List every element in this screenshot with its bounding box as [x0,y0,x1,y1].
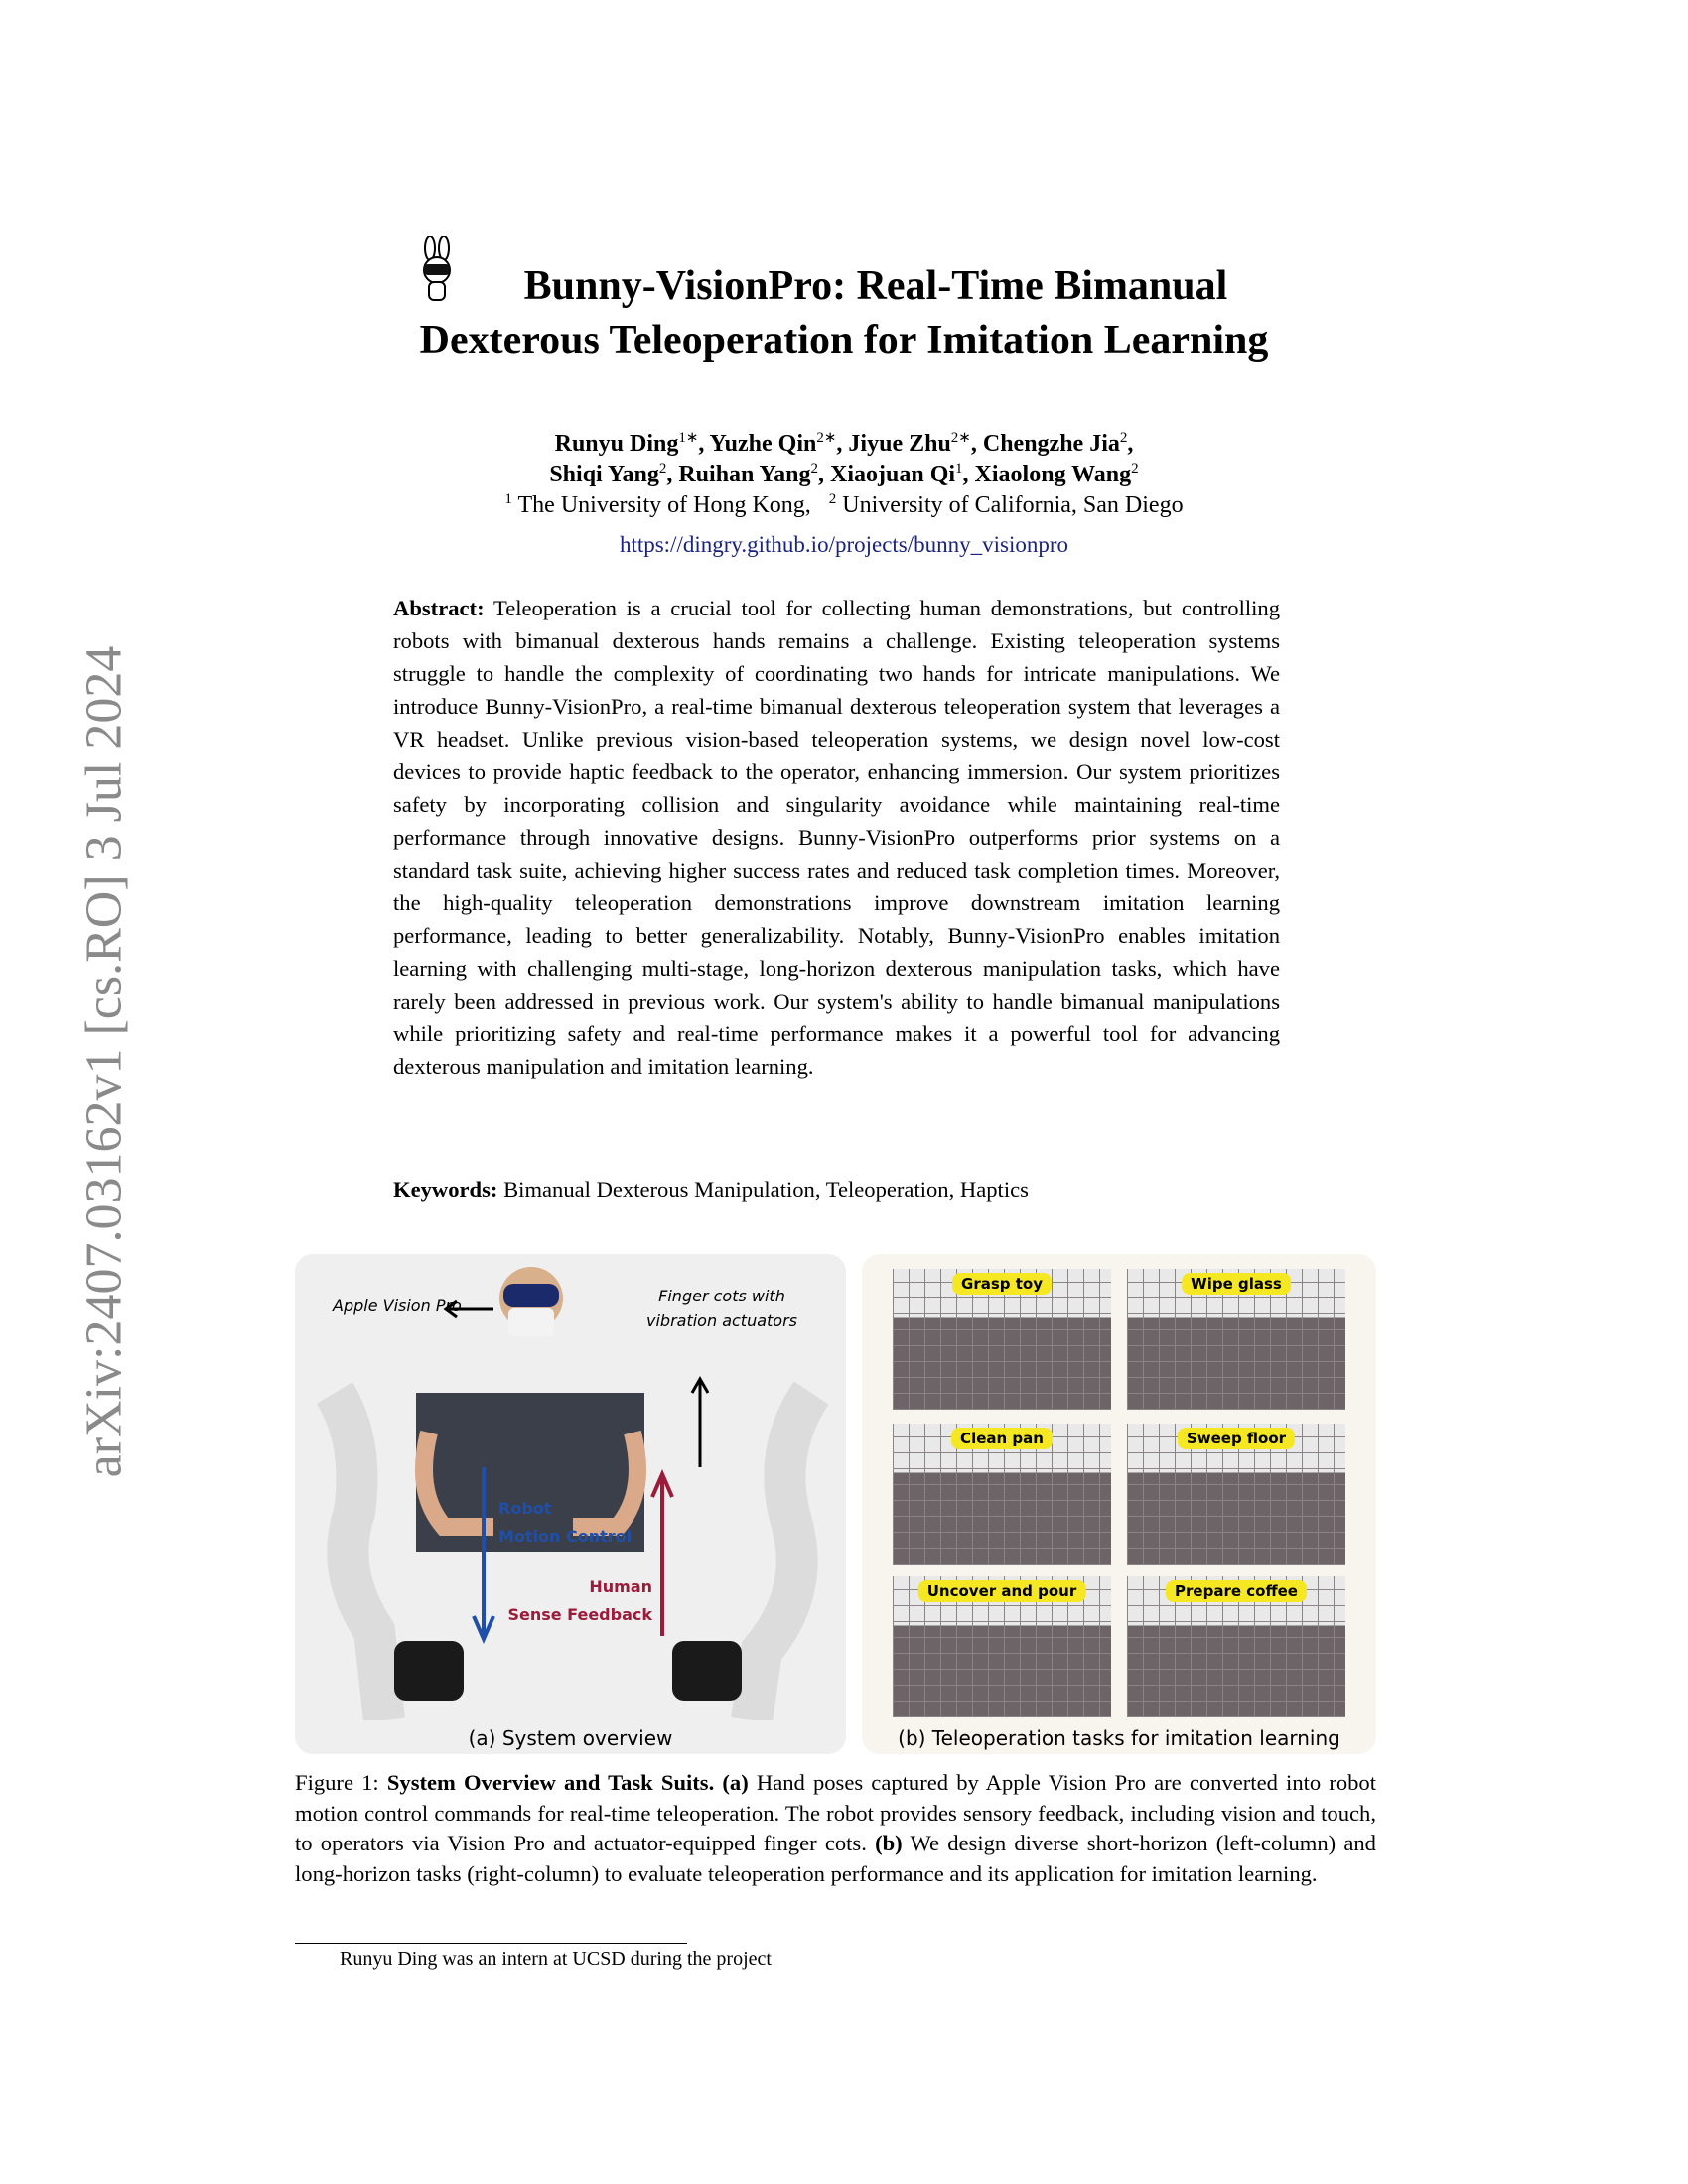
author: Ruihan Yang [678,462,811,487]
caption-b-text: We design diverse short-horizon (left-column) and long-horizon tasks (right-column) to evaluate teleoperation performance and its application for imitation learning. [295,1831,1376,1886]
paper-title-line-2: Dexterous Teleoperation for Imitation Learning [419,318,1269,363]
caption-b-label: (b) [875,1831,903,1855]
title-text: Bunny-VisionPro: Real-Time Bimanual [523,263,1228,309]
authors-line-1: Runyu Ding$^{1∗}$, Yuzhe Qin$^{2∗}$, Jiyue Zhu$^{2∗}$, Chengzhe Jia$^2$, [554,430,1134,457]
project-url-link[interactable]: https://dingry.github.io/projects/bunny_visionpro [619,532,1069,557]
affiliation: The University of Hong Kong, [517,492,811,518]
human-sense-feedback-label [503,1573,652,1629]
task-tag: Sweep floor [1178,1428,1295,1449]
task-tag: Prepare coffee [1166,1580,1307,1602]
author: Xiaolong Wang [974,462,1132,487]
subcaption-a: (a) System overview [468,1726,673,1750]
authors-line-2: Shiqi Yang$^2$, Ruihan Yang$^2$, Xiaojuan Qi$^1$, Xiaolong Wang$^2$ [549,461,1139,487]
caption-a-text: Hand poses captured by Apple Vision Pro are converted into robot motion control commands for real-time teleoperation. The robot provides sensory feedback, including vision and touch, to operators via Vision Pro and actuator-equipped finger cots. [295,1770,1377,1855]
author-sup: 2∗ [816,430,837,446]
task-tag: Uncover and pour [918,1580,1086,1602]
author: Jiyue Zhu [848,431,951,457]
task-tag: Wipe glass [1182,1273,1291,1295]
task-tile-uncover-and-pour [893,1576,1111,1717]
task-tile-grasp-toy [893,1269,1111,1410]
arxiv-identifier: arXiv:2407.03162v1 [cs.RO] 3 Jul 2024 [75,645,133,1478]
figure-caption [295,1768,1376,1889]
author-sup: 2 [1131,461,1139,477]
caption-a-label: (a) [722,1770,749,1795]
author: Chengzhe Jia [982,431,1120,457]
author-sup: 1 [955,461,963,477]
apple-vision-pro-label: Apple Vision Pro [333,1297,462,1315]
abstract [393,592,1280,1083]
keywords-label: Keywords: [393,1177,498,1202]
task-tag: Grasp toy [952,1273,1052,1295]
finger-label-line: Finger cots with [658,1287,785,1305]
task-tile-clean-pan [893,1424,1111,1565]
caption-prefix: Figure 1: [295,1770,387,1795]
footnote-divider [295,1943,687,1944]
affiliations [0,484,1688,521]
author-sup: 2 [810,461,819,477]
author-sup: 2 [1119,430,1128,446]
human-label-line: Human [589,1577,652,1596]
figure-panel-system-overview [295,1254,846,1754]
author-sup: 2 [658,461,667,477]
robot-label-line: Robot [498,1499,552,1518]
figure-panel-tasks [862,1254,1376,1754]
author: Shiqi Yang [549,462,659,487]
human-label-line: Sense Feedback [507,1605,652,1624]
task-tile-prepare-coffee [1127,1576,1345,1717]
abstract-label: Abstract: [393,596,485,620]
author-sup: 1∗ [678,430,699,446]
caption-title: System Overview and Task Suits. [386,1770,715,1795]
keywords [393,1177,1029,1203]
task-tag: Clean pan [951,1428,1053,1449]
paper-title-line-1 [0,258,1688,314]
affiliation-sup: 1 [504,491,512,507]
author-sup: 2∗ [950,430,971,446]
footnote: Runyu Ding was an intern at UCSD during the project [340,1948,772,1970]
affiliation: University of California, San Diego [842,492,1184,518]
robot-motion-control-label [498,1495,632,1551]
author: Yuzhe Qin [709,431,817,457]
robot-label-line: Motion Control [498,1527,633,1546]
keywords-text: Bimanual Dexterous Manipulation, Teleoperation, Haptics [503,1177,1029,1202]
task-tile-wipe-glass [1127,1269,1345,1410]
affiliation-sup: 2 [828,491,837,507]
author: Runyu Ding [554,431,679,457]
finger-label-line: vibration actuators [646,1311,797,1330]
task-tile-sweep-floor [1127,1424,1345,1565]
finger-cots-label [642,1284,801,1333]
abstract-text: Teleoperation is a crucial tool for collecting human demonstrations, but controlling robots with bimanual dexterous hands remains a challenge. Existing teleoperation systems struggle to handle the complexity of coordinating two hands for intricate manipulations. We introduce Bunny-VisionPro, a real-time bimanual dexterous teleoperation system that leverages a VR headset. Unlike previous vision-based teleoperation systems, we design novel low-cost devices to provide haptic feedback to the operator, enhancing immersion. Our system prioritizes safety by incorporating collision and singularity avoidance while maintaining real-time performance through innovative designs. Bunny-VisionPro outperforms prior systems on a standard task suite, achieving higher success rates and reduced task completion times. Moreover, the high-quality teleoperation demonstrations improve downstream imitation learning performance, leading to better generalizability. Notably, Bunny-VisionPro enables imitation learning with challenging multi-stage, long-horizon dexterous manipulation tasks, which have rarely been addressed in previous work. Our system's ability to handle bimanual manipulations while prioritizing safety and real-time performance makes it a powerful tool for advancing dexterous manipulation and imitation learning. [393,596,1280,1079]
subcaption-b: (b) Teleoperation tasks for imitation learning [898,1726,1340,1750]
author: Xiaojuan Qi [830,462,956,487]
